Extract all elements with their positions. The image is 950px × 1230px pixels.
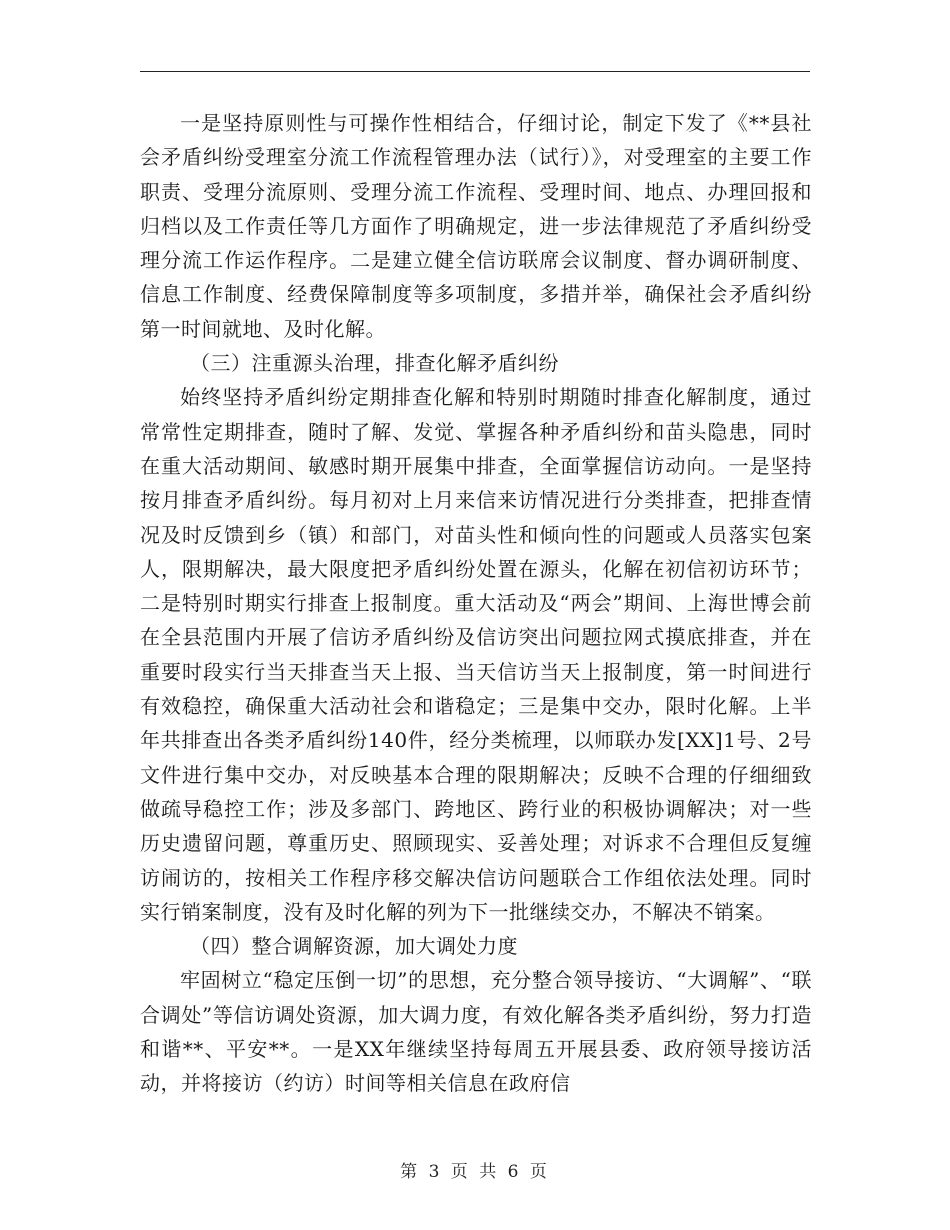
body-paragraph-3: 牢固树立“稳定压倒一切”的思想，充分整合领导接访、“大调解”、“联合调处”等信访调处资源，加大调力度，有效化解各类矛盾纠纷，努力打造和谐**、平安**。一是XX年继续坚持每周五开展县委、政府领导接访活动，并将接访（约访）时间等相关信息在政府信 bbox=[140, 968, 812, 1096]
section-heading-3: （三）注重源头治理，排查化解矛盾纠纷 bbox=[190, 351, 559, 376]
section-heading-4: （四）整合调解资源，加大调处力度 bbox=[190, 934, 518, 959]
header-divider bbox=[140, 71, 810, 72]
body-paragraph-2: 始终坚持矛盾纠纷定期排查化解和特别时期随时排查化解制度，通过常常性定期排查，随时了解、发觉、掌握各种矛盾纠纷和苗头隐患，同时在重大活动期间、敏感时期开展集中排查，全面掌握信访动向。一是坚持按月排查矛盾纠纷。每月初对上月来信来访情况进行分类排查，把排查情况及时反馈到乡（镇）和部门，对苗头性和倾向性的问题或人员落实包案人，限期解决，最大限度把矛盾纠纷处置在源头，化解在初信初访环节；二是特别时期实行排查上报制度。重大活动及“两会”期间、上海世博会前在全县范围内开展了信访矛盾纠纷及信访突出问题拉网式摸底排查，并在重要时段实行当天排查当天上报、当天信访当天上报制度，第一时间进行有效稳控，确保重大活动社会和谐稳定；三是集中交办，限时化解。上半年共排查出各类矛盾纠纷140件，经分类梳理，以师联办发[XX]1号、2号文件进行集中交办，对反映基本合理的限期解决；反映不合理的仔细细致做疏导稳控工作；涉及多部门、跨地区、跨行业的积极协调解决；对一些历史遗留问题，尊重历史、照顾现实、妥善处理；对诉求不合理但反复缠访闹访的，按相关工作程序移交解决信访问题联合工作组依法处理。同时实行销案制度，没有及时化解的列为下一批继续交办，不解决不销案。 bbox=[140, 385, 812, 924]
body-paragraph-1: 一是坚持原则性与可操作性相结合，仔细讨论，制定下发了《**县社会矛盾纠纷受理室分流工作流程管理办法（试行）》，对受理室的主要工作职责、受理分流原则、受理分流工作流程、受理时间、地点、办理回报和归档以及工作责任等几方面作了明确规定，进一步法律规范了矛盾纠纷受理分流工作运作程序。二是建立健全信访联席会议制度、督办调研制度、信息工作制度、经费保障制度等多项制度，多措并举，确保社会矛盾纠纷第一时间就地、及时化解。 bbox=[140, 111, 812, 341]
page-number-footer: 第 3 页 共 6 页 bbox=[400, 1162, 550, 1182]
document-body bbox=[140, 106, 812, 1101]
